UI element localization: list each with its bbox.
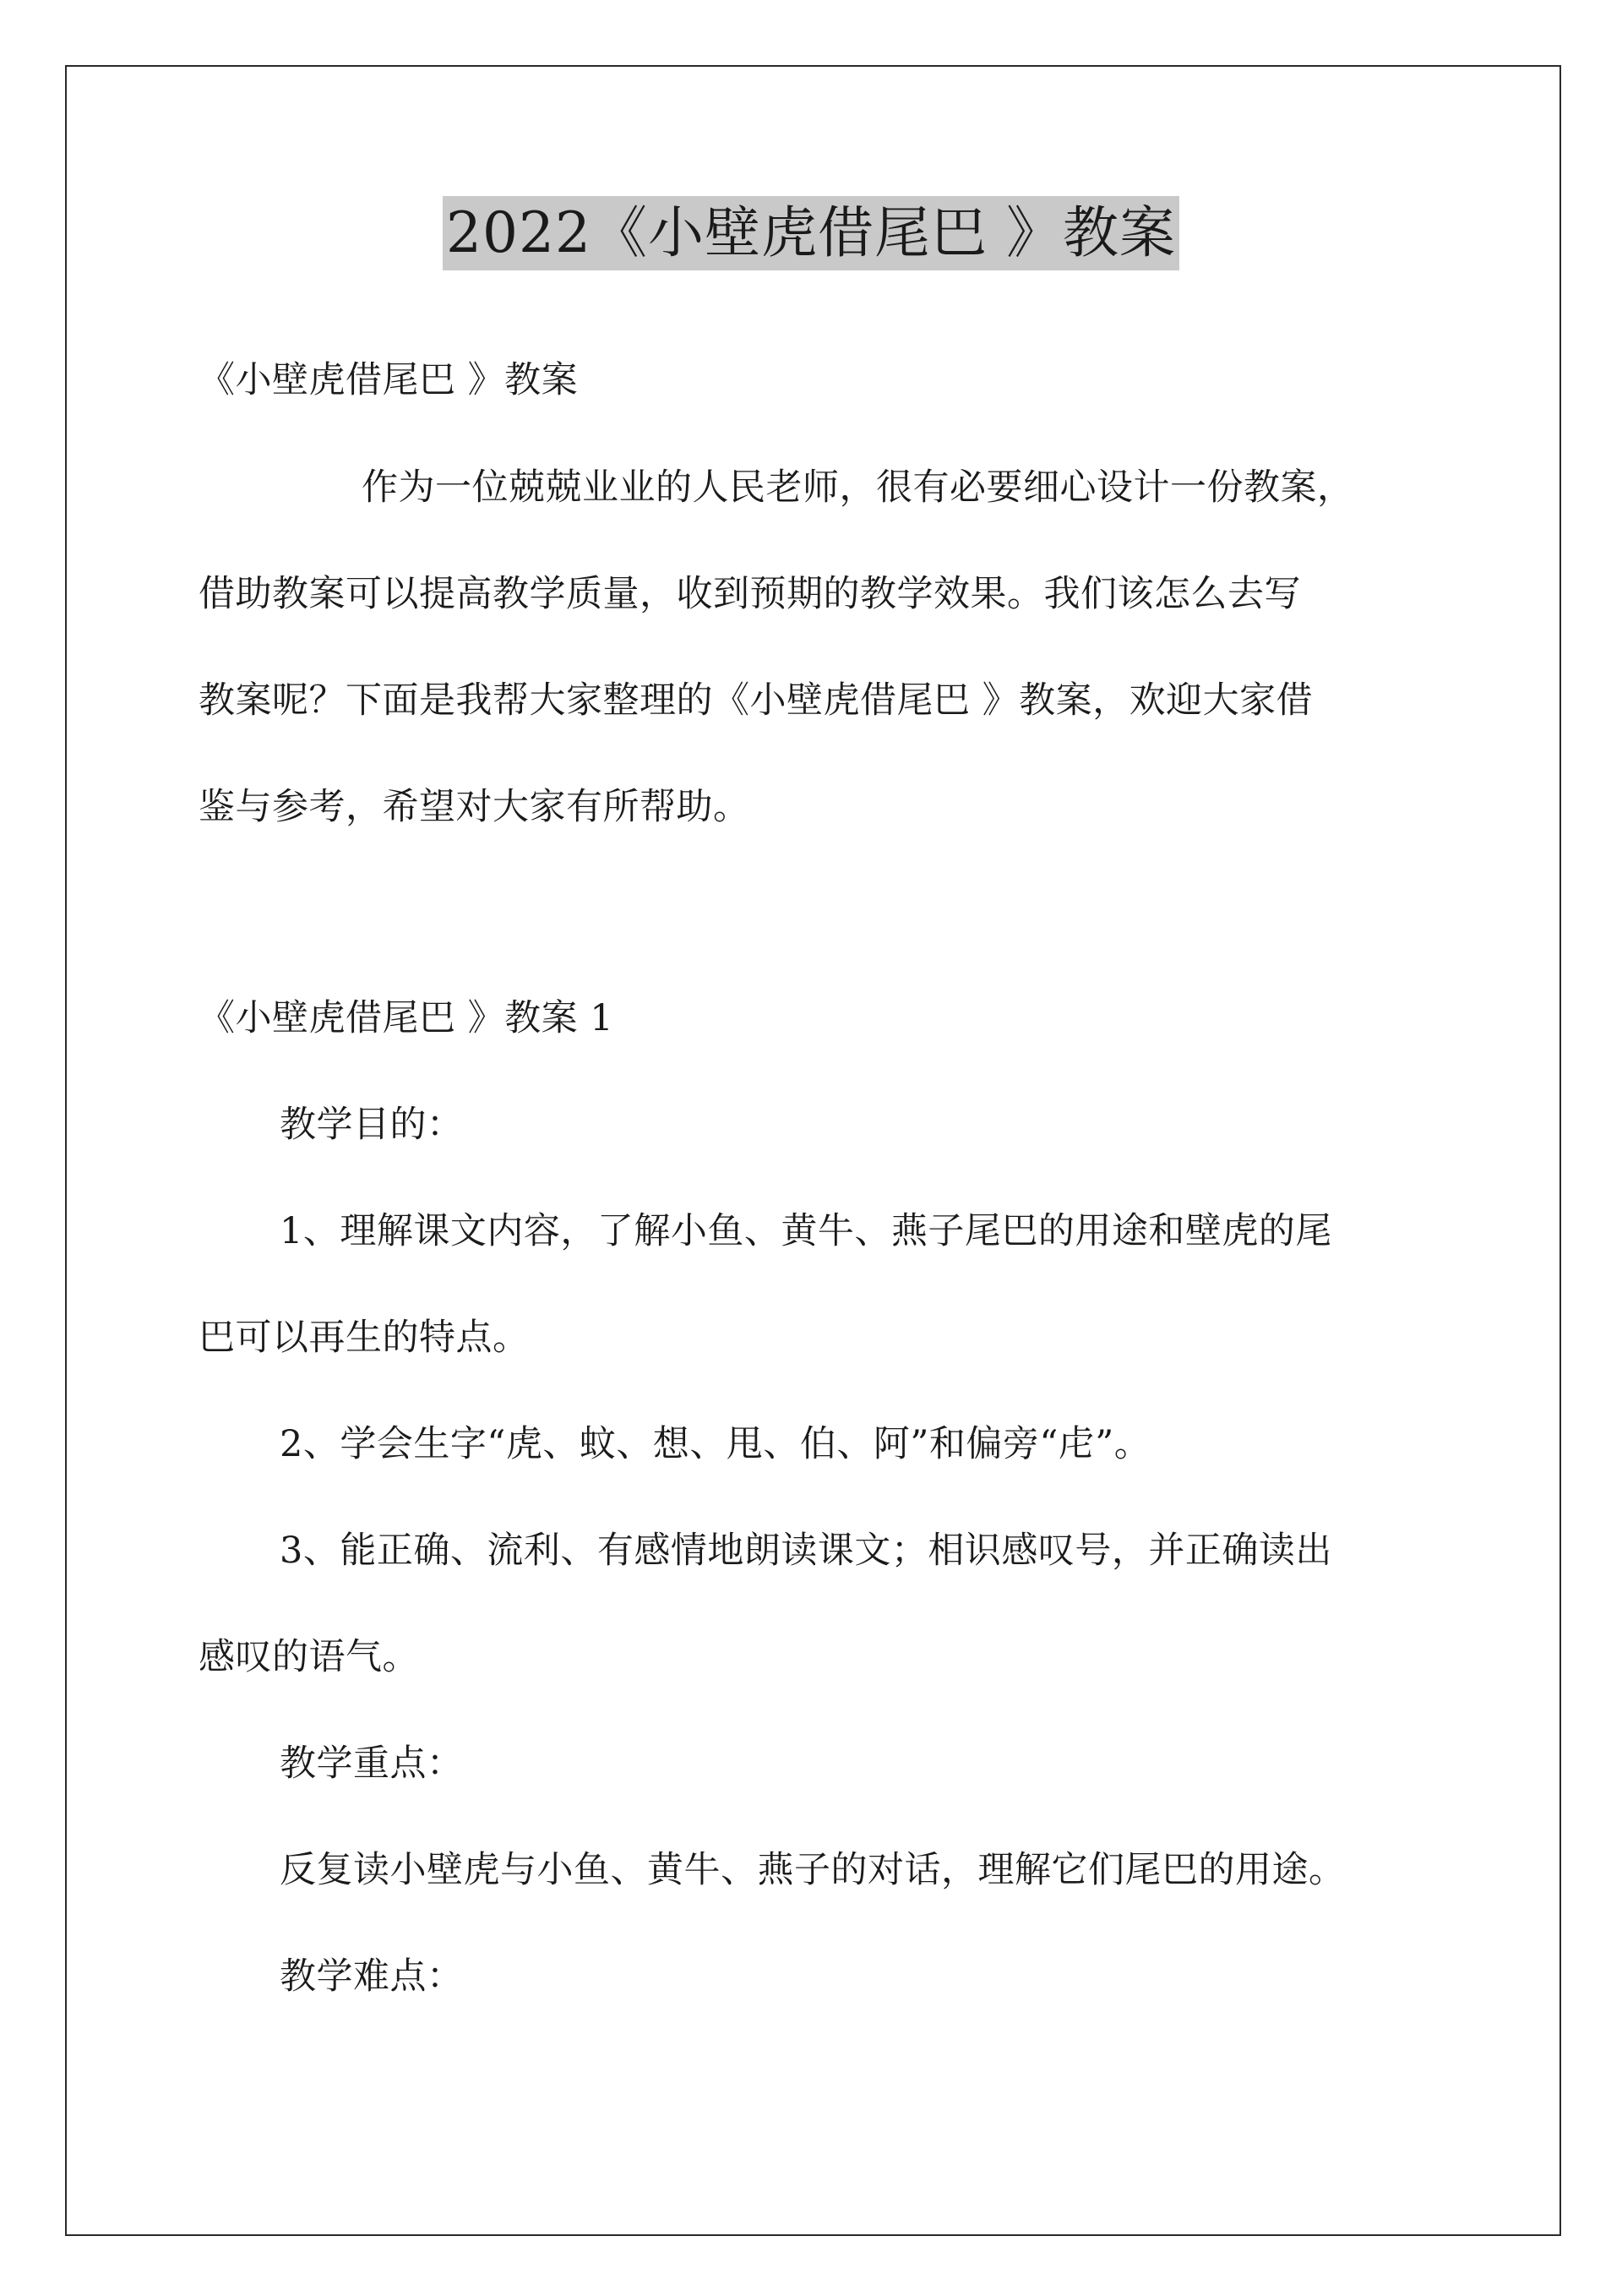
difficulties-heading: 教学难点：	[280, 1955, 464, 1998]
intro-line-3: 教案呢？下面是我帮大家整理的《小壁虎借尾巴 》教案，欢迎大家借	[199, 679, 1314, 722]
intro-line-1: 作为一位兢兢业业的人民老师，很有必要细心设计一份教案，	[362, 466, 1354, 509]
goal-2: 2、学会生字“虎、蚊、想、甩、伯、阿”和偏旁“虍”。	[280, 1423, 1151, 1465]
goal-1-line-2: 巴可以再生的特点。	[199, 1317, 530, 1359]
goal-1-line-1: 1、理解课文内容，了解小鱼、黄牛、燕子尾巴的用途和壁虎的尾	[280, 1210, 1332, 1252]
intro-line-4: 鉴与参考，希望对大家有所帮助。	[199, 786, 750, 828]
key-points-text: 反复读小壁虎与小鱼、黄牛、燕子的对话，理解它们尾巴的用途。	[280, 1849, 1346, 1891]
teaching-goals-heading: 教学目的：	[280, 1104, 464, 1146]
section-heading: 《小壁虎借尾巴 》教案 1	[199, 997, 614, 1039]
goal-3-line-1: 3、能正确、流利、有感情地朗读课文；相识感叹号，并正确读出	[280, 1530, 1332, 1572]
document-subtitle: 《小壁虎借尾巴 》教案	[199, 359, 579, 401]
title-container	[0, 196, 1622, 270]
intro-line-2: 借助教案可以提高教学质量，收到预期的教学效果。我们该怎么去写	[199, 573, 1301, 615]
goal-3-line-2: 感叹的语气。	[199, 1636, 419, 1678]
document-title[interactable]: 2022《小壁虎借尾巴 》教案	[443, 196, 1179, 270]
key-points-heading: 教学重点：	[280, 1742, 464, 1785]
